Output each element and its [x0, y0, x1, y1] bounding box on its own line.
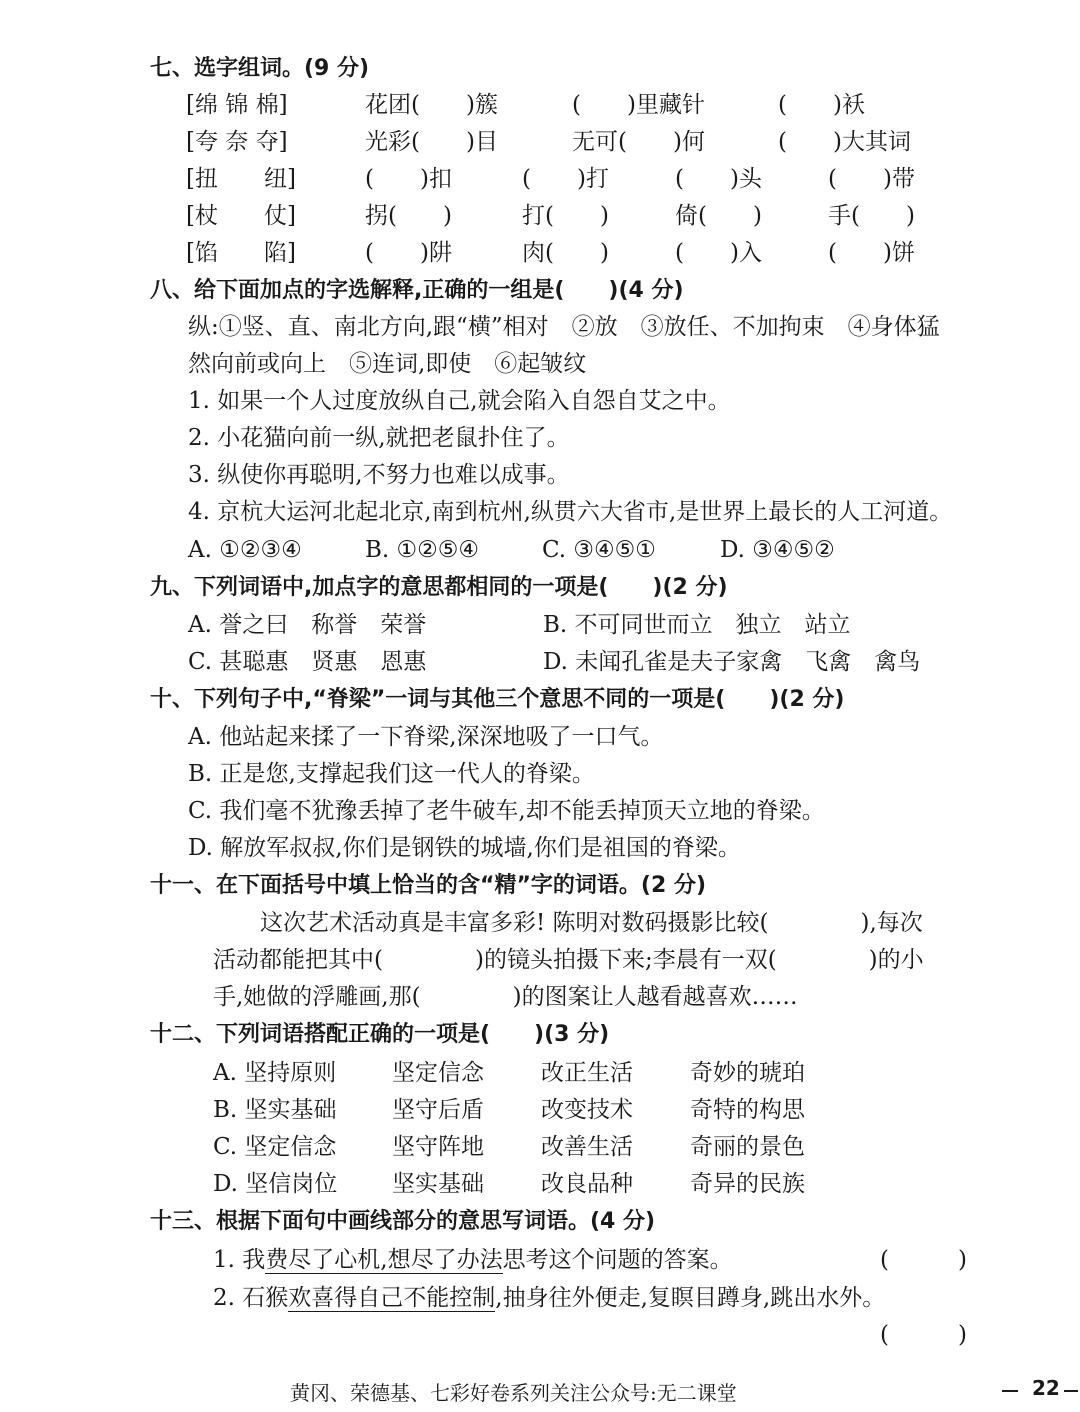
page-number: 22	[1032, 1376, 1060, 1400]
q7-item: 拐( )	[365, 203, 452, 229]
q11-title: 十一、在下面括号中填上恰当的含“精”字的词语。(2 分)	[150, 873, 706, 898]
q12-cell: 奇妙的琥珀	[690, 1060, 805, 1086]
q7-chars-1: [绵 锦 棉]	[186, 92, 288, 118]
q7-item: 打( )	[522, 203, 609, 229]
q7-chars-5: [馅 陷]	[186, 240, 296, 266]
q8-definitions-cont: 然向前或向上 ⑤连词,即使 ⑥起皱纹	[188, 351, 587, 377]
q7-item: ( )头	[675, 166, 762, 192]
q13-sentence-1	[213, 1245, 733, 1275]
q13-title: 十三、根据下面句中画线部分的意思写词语。(4 分)	[150, 1209, 656, 1234]
q12-cell: C. 坚定信念	[213, 1134, 337, 1160]
q9-title: 九、下列词语中,加点字的意思都相同的一项是( )(2 分)	[150, 575, 728, 600]
q9-option-b: B. 不可同世而立 独立 站立	[543, 612, 851, 638]
q8-option-a: A. ①②③④	[188, 537, 302, 563]
q13-s1-prefix: 1. 我	[213, 1247, 266, 1273]
q7-chars-3: [扭 纽]	[186, 166, 296, 192]
q12-cell: 坚守后盾	[392, 1097, 484, 1123]
q12-cell: B. 坚实基础	[213, 1097, 337, 1123]
q10-title: 十、下列句子中,“脊梁”一词与其他三个意思不同的一项是( )(2 分)	[150, 687, 845, 712]
q12-cell: 改变技术	[541, 1097, 633, 1123]
q13-s2-suffix: ,抽身往外便走,复瞑目蹲身,跳出水外。	[495, 1285, 886, 1311]
q12-cell: A. 坚持原则	[213, 1060, 337, 1086]
q12-title: 十二、下列词语搭配正确的一项是( )(3 分)	[150, 1022, 610, 1047]
q10-option-a: A. 他站起来揉了一下脊梁,深深地吸了一口气。	[188, 724, 664, 750]
q8-sentence-2: 2. 小花猫向前一纵,就把老鼠扑住了。	[188, 425, 570, 451]
q7-item: 肉( )	[522, 240, 609, 266]
q13-s1-underline: 费尽了心机,想尽了办法	[265, 1247, 503, 1273]
q7-item: ( )扣	[365, 166, 452, 192]
q7-item: ( )打	[522, 166, 609, 192]
q10-option-c: C. 我们毫不犹豫丢掉了老牛破车,却不能丢掉顶天立地的脊梁。	[188, 798, 825, 824]
q13-s2-prefix: 2. 石猴	[213, 1285, 289, 1311]
q7-item: ( )袄	[778, 92, 865, 118]
q7-title: 七、选字组词。(9 分)	[150, 56, 370, 81]
q12-cell: 坚实基础	[392, 1171, 484, 1197]
q8-sentence-4: 4. 京杭大运河北起北京,南到杭州,纵贯六大省市,是世界上最长的人工河道。	[188, 499, 953, 525]
q12-cell: 改正生活	[541, 1060, 633, 1086]
q13-s2-underline: 欢喜得自己不能控制	[288, 1285, 496, 1311]
q7-item: ( )带	[828, 166, 915, 192]
q7-item: 光彩( )目	[365, 129, 498, 155]
q11-text-line-3: 手,她做的浮雕画,那( )的图案让人越看越喜欢……	[213, 984, 798, 1010]
page-number-left-rule	[1002, 1390, 1018, 1392]
q7-chars-2: [夸 奈 夺]	[186, 129, 288, 155]
q8-option-d: D. ③④⑤②	[720, 537, 835, 563]
q8-definitions: 纵:①竖、直、南北方向,跟“横”相对 ②放 ③放任、不加拘束 ④身体猛	[188, 314, 940, 340]
q9-option-a: A. 誉之曰 称誉 荣誉	[188, 612, 427, 638]
q8-option-b: B. ①②⑤④	[365, 537, 480, 563]
q7-item: ( )阱	[365, 240, 452, 266]
q8-sentence-1: 1. 如果一个人过度放纵自己,就会陷入自怨自艾之中。	[188, 388, 731, 414]
q9-option-d: D. 未闻孔雀是夫子家禽 飞禽 禽鸟	[543, 649, 921, 675]
q11-text-line-1: 这次艺术活动真是丰富多彩! 陈明对数码摄影比较( ),每次	[260, 910, 923, 936]
q12-cell: 坚守阵地	[392, 1134, 484, 1160]
q13-s1-suffix: 思考这个问题的答案。	[502, 1247, 733, 1273]
q7-item: 手( )	[828, 203, 915, 229]
q11-text-line-2: 活动都能把其中( )的镜头拍摄下来;李晨有一双( )的小	[213, 947, 924, 973]
q10-option-d: D. 解放军叔叔,你们是钢铁的城墙,你们是祖国的脊梁。	[188, 835, 741, 861]
q12-cell: 改良品种	[541, 1171, 633, 1197]
q8-sentence-3: 3. 纵使你再聪明,不努力也难以成事。	[188, 462, 570, 488]
q7-item: 无可( )何	[572, 129, 705, 155]
answer-blank-1[interactable]: ( )	[880, 1247, 967, 1273]
q10-option-b: B. 正是您,支撑起我们这一代人的脊梁。	[188, 761, 595, 787]
q12-cell: 改善生活	[541, 1134, 633, 1160]
q9-option-c: C. 甚聪惠 贤惠 恩惠	[188, 649, 427, 675]
q7-item: ( )里藏针	[572, 92, 705, 118]
q12-cell: 奇特的构思	[690, 1097, 805, 1123]
q7-item: ( )入	[675, 240, 762, 266]
page-number-right-rule	[1064, 1390, 1078, 1392]
q7-item: ( )饼	[828, 240, 915, 266]
q7-item: ( )大其词	[778, 129, 911, 155]
footer-text: 黄冈、荣德基、七彩好卷系列关注公众号:无二课堂	[290, 1381, 737, 1405]
q8-option-c: C. ③④⑤①	[542, 537, 656, 563]
q12-cell: 奇异的民族	[690, 1171, 805, 1197]
q12-cell: D. 坚信岗位	[213, 1171, 338, 1197]
q7-item: 倚( )	[675, 203, 762, 229]
q12-cell: 坚定信念	[392, 1060, 484, 1086]
q7-chars-4: [杖 仗]	[186, 203, 296, 229]
q7-item: 花团( )簇	[365, 92, 498, 118]
answer-blank-2[interactable]: ( )	[880, 1322, 967, 1348]
q8-title: 八、给下面加点的字选解释,正确的一组是( )(4 分)	[150, 278, 684, 303]
q13-sentence-2	[213, 1283, 885, 1313]
q12-cell: 奇丽的景色	[690, 1134, 805, 1160]
